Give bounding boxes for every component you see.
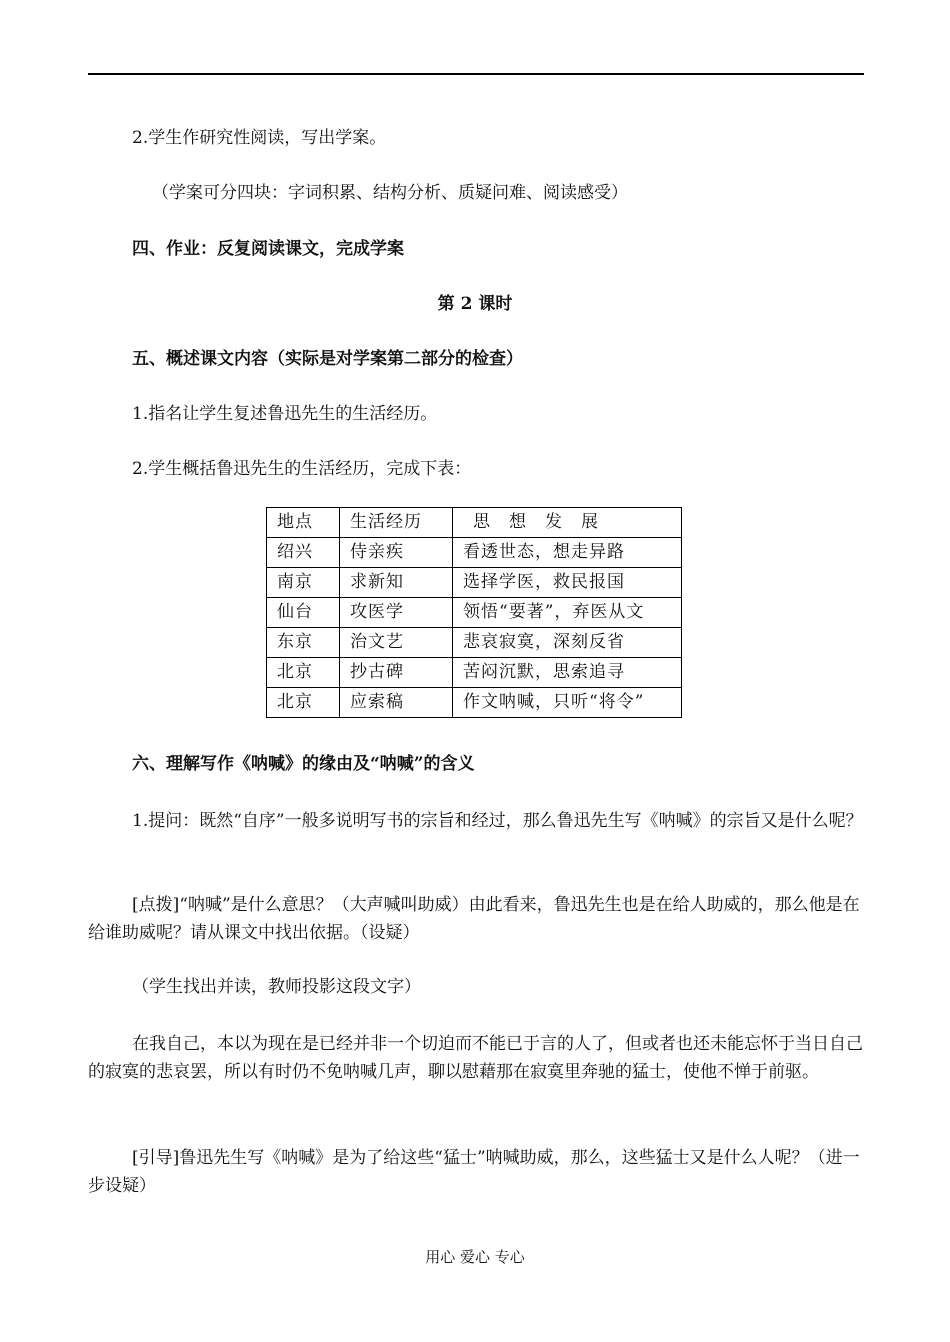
- table-cell: 苦闷沉默，思索追寻: [453, 658, 682, 688]
- table-cell: 侍亲疾: [340, 538, 453, 568]
- item-summarize: 2.学生概括鲁迅先生的生活经历，完成下表：: [132, 459, 472, 479]
- section-homework-title: 四、作业：反复阅读课文，完成学案: [132, 239, 404, 259]
- header-rule: [88, 73, 864, 75]
- lesson-2-title: 第 2 课时: [437, 294, 513, 314]
- guide-text: [引导]鲁迅先生写《呐喊》是为了给这些“猛士”呐喊助威，那么，这些猛士又是什么人呢？（进一步设疑）: [88, 1148, 860, 1196]
- paragraph-hint: [88, 891, 864, 947]
- table-row: [267, 538, 682, 568]
- table-cell: 抄古碑: [340, 658, 453, 688]
- table-cell: 攻医学: [340, 598, 453, 628]
- table-cell: 应索稿: [340, 688, 453, 718]
- table-header-cell: 地点: [267, 508, 340, 538]
- section-meaning-title: 六、理解写作《呐喊》的缘由及“呐喊”的含义: [132, 754, 475, 774]
- table-row: [267, 658, 682, 688]
- paragraph-quote: [88, 1030, 864, 1086]
- paragraph-guide: [88, 1144, 864, 1200]
- table-header-cell: 生活经历: [340, 508, 453, 538]
- table-cell: 绍兴: [267, 538, 340, 568]
- table-cell: 北京: [267, 688, 340, 718]
- quote-text: 在我自己，本以为现在是已经并非一个切迫而不能已于言的人了，但或者也还未能忘怀于当日自己的寂寞的悲哀罢，所以有时仍不免呐喊几声，聊以慰藉那在寂寞里奔驰的猛士，使他不惮于前驱。: [88, 1034, 863, 1082]
- table-header-cell: 思 想 发 展: [453, 508, 682, 538]
- table-cell: 东京: [267, 628, 340, 658]
- table-cell: 领悟“要著”，弃医从文: [453, 598, 682, 628]
- page-footer: 用心 爱心 专心: [425, 1248, 525, 1266]
- life-experience-table: [266, 507, 682, 718]
- hint-text: [点拨]“呐喊”是什么意思？（大声喊叫助威）由此看来，鲁迅先生也是在给人助威的，那么他是在给谁助威呢？请从课文中找出依据。（设疑）: [88, 895, 860, 943]
- item-research-reading: 2.学生作研究性阅读，写出学案。: [132, 128, 387, 148]
- table-cell: 治文艺: [340, 628, 453, 658]
- table-cell: 作文呐喊，只听“将令”: [453, 688, 682, 718]
- table-cell: 悲哀寂寞，深刻反省: [453, 628, 682, 658]
- table-cell: 求新知: [340, 568, 453, 598]
- table-cell: 选择学医，救民报国: [453, 568, 682, 598]
- table-header-row: [267, 508, 682, 538]
- question-text: 1.提问：既然“自序”一般多说明写书的宗旨和经过，那么鲁迅先生写《呐喊》的宗旨又是什么呢？: [132, 811, 863, 831]
- student-note: （学生找出并读，教师投影这段文字）: [132, 977, 421, 997]
- paragraph-question: [88, 807, 864, 835]
- table-row: [267, 688, 682, 718]
- item-recount: 1.指名让学生复述鲁迅先生的生活经历。: [132, 404, 438, 424]
- table-row: [267, 628, 682, 658]
- table-cell: 南京: [267, 568, 340, 598]
- table-row: [267, 568, 682, 598]
- section-summary-title: 五、概述课文内容（实际是对学案第二部分的检查）: [132, 349, 523, 369]
- table-row: [267, 598, 682, 628]
- note-study-plan-blocks: （学案可分四块：字词积累、结构分析、质疑问难、阅读感受）: [152, 183, 628, 203]
- table-cell: 看透世态，想走异路: [453, 538, 682, 568]
- table-cell: 仙台: [267, 598, 340, 628]
- table-cell: 北京: [267, 658, 340, 688]
